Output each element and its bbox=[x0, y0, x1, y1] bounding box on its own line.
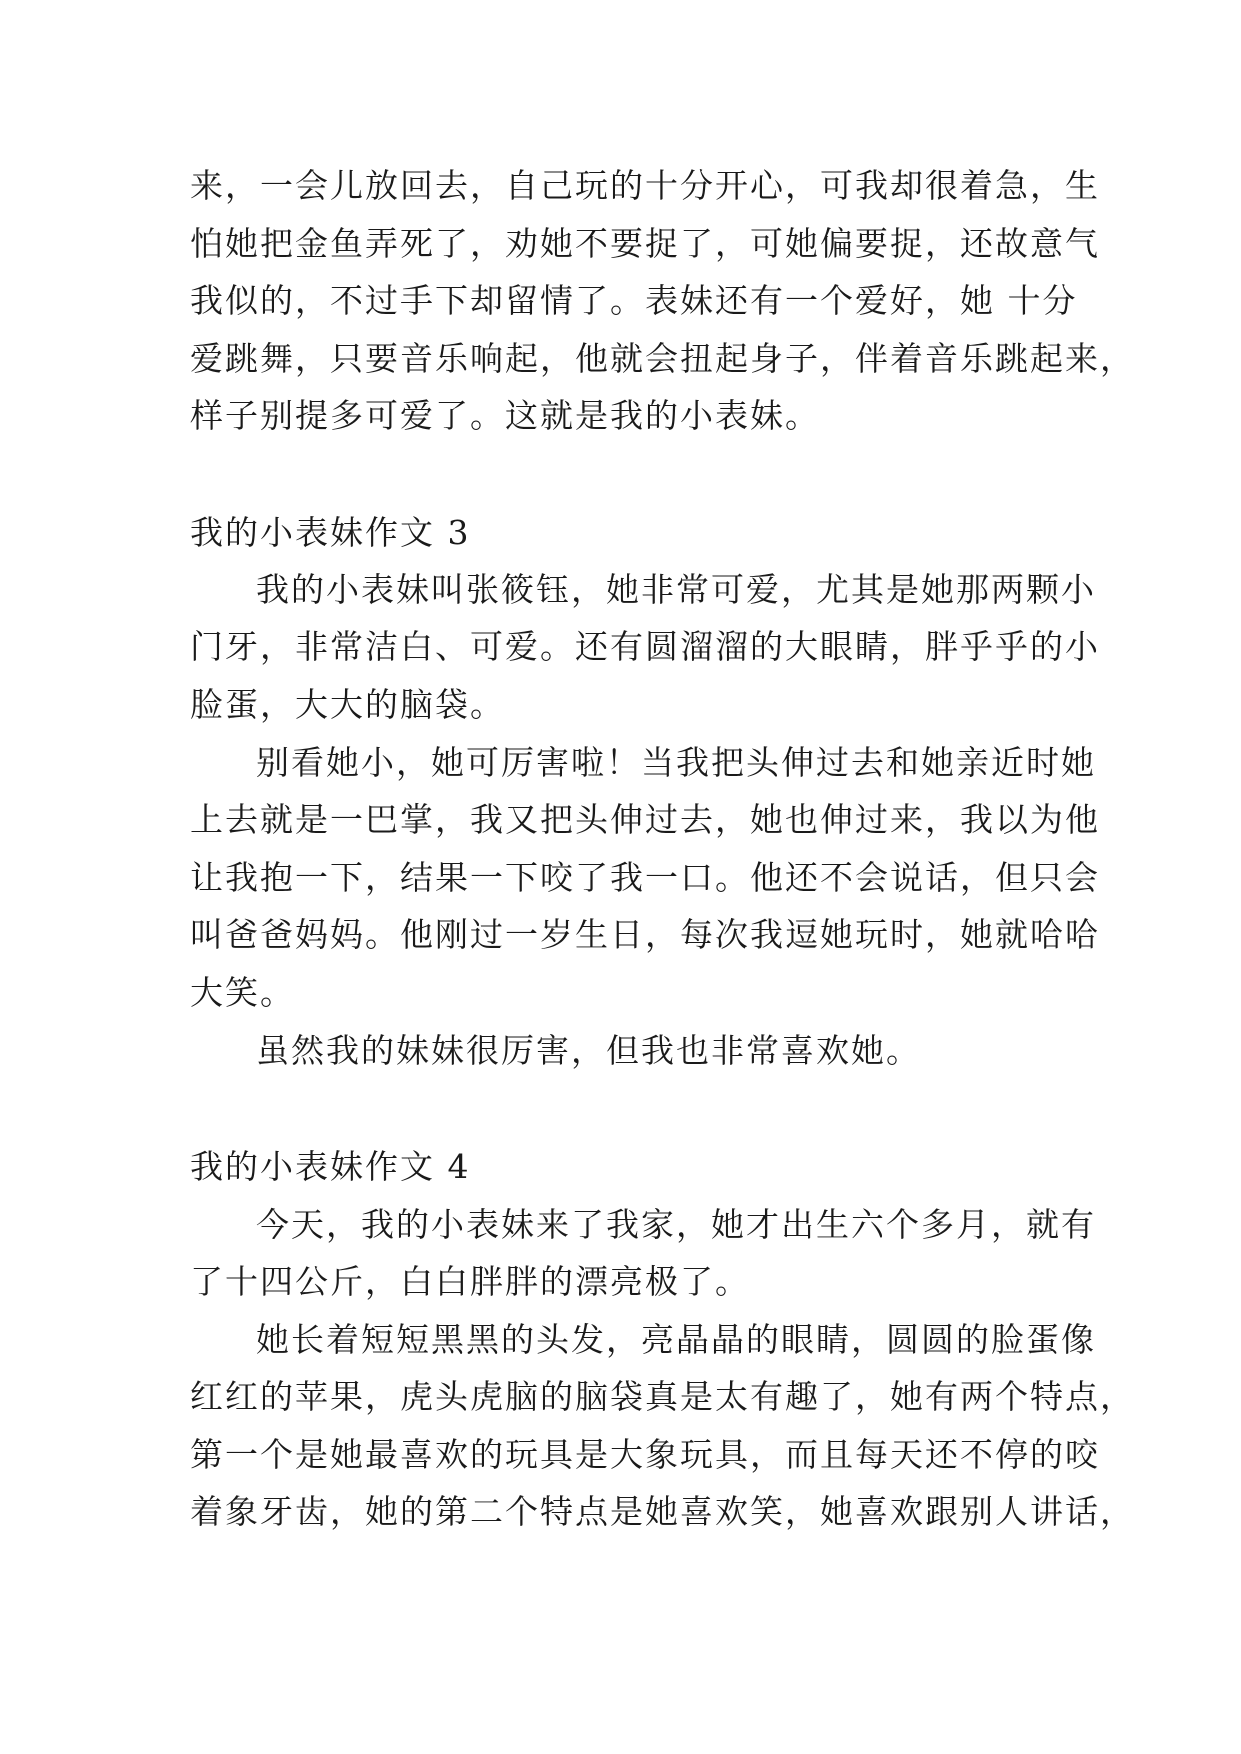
paragraph-line: 我的小表妹叫张筱钰，她非常可爱，尤其是她那两颗小 bbox=[256, 570, 1096, 609]
section-title: 我的小表妹作文 3 bbox=[190, 513, 471, 552]
paragraph-line: 怕她把金鱼弄死了，劝她不要捉了，可她偏要捉，还故意气 bbox=[190, 224, 1100, 263]
paragraph-line: 样子别提多可爱了。这就是我的小表妹。 bbox=[190, 396, 820, 435]
section-title: 我的小表妹作文 4 bbox=[190, 1147, 471, 1186]
paragraph-line: 第一个是她最喜欢的玩具是大象玩具，而且每天还不停的咬 bbox=[190, 1435, 1100, 1474]
paragraph-line: 大笑。 bbox=[190, 973, 295, 1012]
paragraph-line: 爱跳舞，只要音乐响起，他就会扭起身子，伴着音乐跳起来， bbox=[190, 339, 1135, 378]
paragraph-line: 门牙，非常洁白、可爱。还有圆溜溜的大眼睛，胖乎乎的小 bbox=[190, 627, 1100, 666]
paragraph-line: 今天，我的小表妹来了我家，她才出生六个多月，就有 bbox=[256, 1205, 1096, 1244]
paragraph-line: 虽然我的妹妹很厉害，但我也非常喜欢她。 bbox=[256, 1031, 921, 1070]
paragraph-line: 我似的，不过手下却留情了。表妹还有一个爱好，她 十分 bbox=[190, 281, 1078, 320]
paragraph-line: 脸蛋，大大的脑袋。 bbox=[190, 685, 505, 724]
paragraph-line: 别看她小，她可厉害啦！当我把头伸过去和她亲近时她 bbox=[256, 743, 1096, 782]
paragraph-line: 来，一会儿放回去，自己玩的十分开心，可我却很着急，生 bbox=[190, 166, 1100, 205]
paragraph-line: 她长着短短黑黑的头发，亮晶晶的眼睛，圆圆的脸蛋像 bbox=[256, 1320, 1096, 1359]
paragraph-line: 上去就是一巴掌，我又把头伸过去，她也伸过来，我以为他 bbox=[190, 800, 1100, 839]
paragraph-line: 了十四公斤，白白胖胖的漂亮极了。 bbox=[190, 1262, 750, 1301]
paragraph-line: 红红的苹果，虎头虎脑的脑袋真是太有趣了，她有两个特点， bbox=[190, 1377, 1135, 1416]
paragraph-line: 着象牙齿，她的第二个特点是她喜欢笑，她喜欢跟别人讲话， bbox=[190, 1492, 1135, 1531]
paragraph-line: 叫爸爸妈妈。他刚过一岁生日，每次我逗她玩时，她就哈哈 bbox=[190, 915, 1100, 954]
paragraph-line: 让我抱一下，结果一下咬了我一口。他还不会说话，但只会 bbox=[190, 858, 1100, 897]
